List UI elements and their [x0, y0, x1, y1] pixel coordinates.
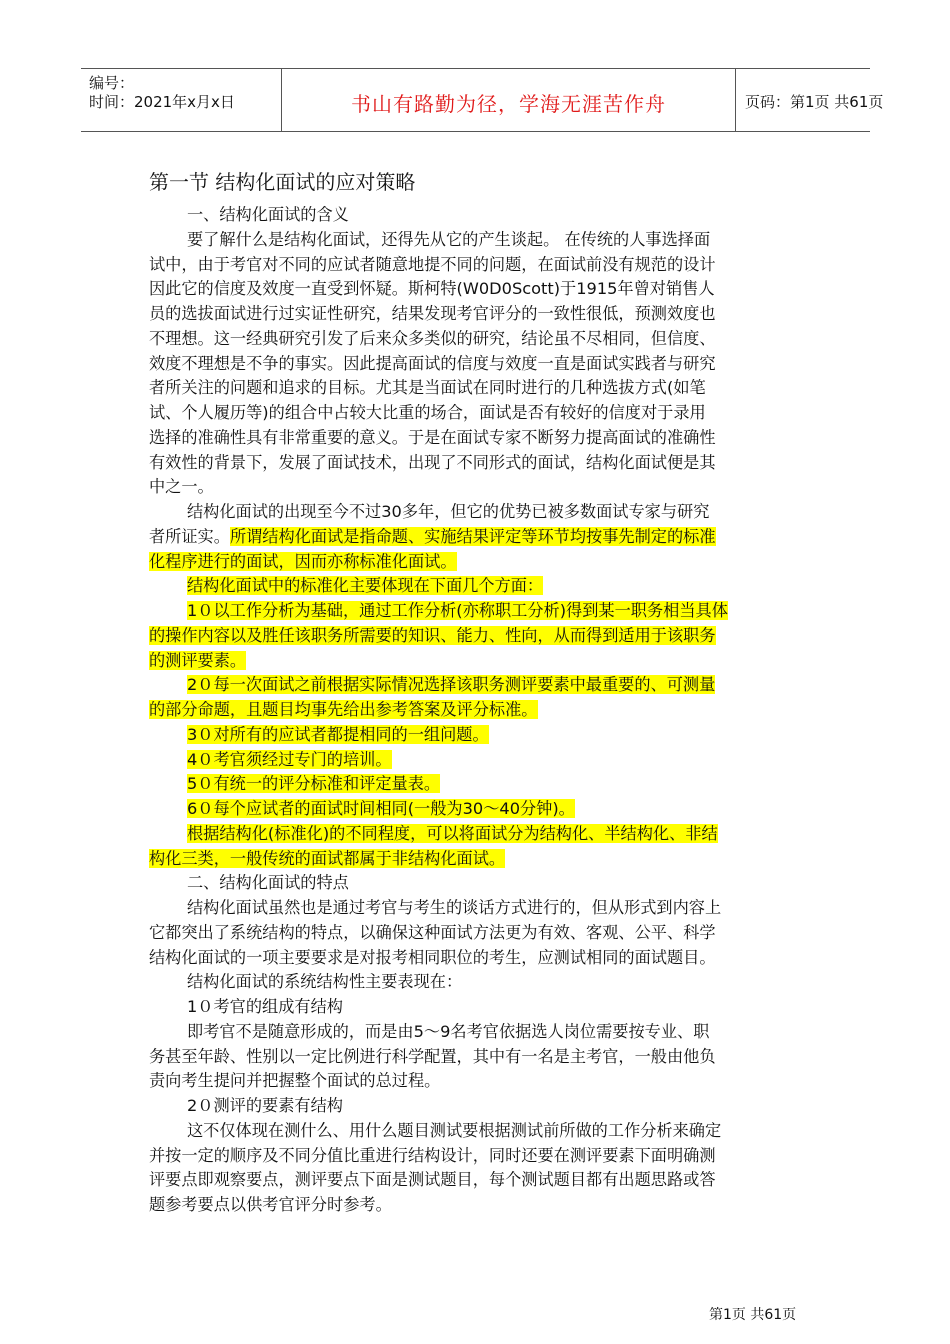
- text-line: [149, 698, 821, 723]
- text-line: [149, 1069, 821, 1094]
- text-line-content: 的测评要素。: [149, 650, 247, 670]
- text-line-content: 选择的准确性具有非常重要的意义。于是在面试专家不断努力提高面试的准确性: [149, 427, 716, 447]
- header-page-label: 页码：第1页 共61页: [745, 93, 884, 111]
- text-line-content: 这不仅体现在测什么、用什么题目测试要根据测试前所做的工作分析来确定: [187, 1120, 722, 1140]
- text-line-content: 中之一。: [149, 477, 214, 497]
- text-line-content: 的操作内容以及胜任该职务所需要的知识、能力、性向，从而得到适用于该职务: [149, 625, 716, 645]
- text-line: [149, 921, 821, 946]
- text-line: [149, 1119, 821, 1144]
- text-line-content: 务甚至年龄、性别以一定比例进行科学配置，其中有一名是主考官，一般由他负: [149, 1046, 716, 1066]
- text-line: [149, 525, 821, 550]
- text-line: [149, 847, 821, 872]
- text-line: [149, 376, 821, 401]
- text-line: [149, 451, 821, 476]
- text-line: [149, 1020, 821, 1045]
- text-line: [149, 574, 821, 599]
- header-motto-cell: [281, 69, 736, 131]
- text-line-content: 4０考官须经过专门的培训。: [187, 749, 392, 769]
- time-label: 时间：2021年x月x日: [89, 93, 235, 111]
- text-line-content: 题参考要点以供考官评分时参考。: [149, 1195, 392, 1214]
- text-line-content: 要了解什么是结构化面试，还得先从它的产生谈起。 在传统的人事选择面: [187, 229, 711, 249]
- text-line-content: 不理想。这一经典研究引发了后来众多类似的研究，结论虽不尽相同，但信度、: [149, 328, 716, 348]
- footer-page-number: 第1页 共61页: [709, 1307, 797, 1323]
- header-right-cell: [735, 69, 884, 131]
- text-line-content: 1０以工作分析为基础，通过工作分析(亦称职工分析)得到某一职务相当具体: [187, 601, 728, 620]
- text-line-content: 的部分命题，且题目均事先给出参考答案及评分标准。: [149, 700, 538, 719]
- text-line-content: 者所关注的问题和追求的目标。尤其是当面试在同时进行的几种选拔方式(如笔: [149, 378, 706, 398]
- text-line-content: 一、结构化面试的含义: [187, 205, 349, 224]
- text-line-content: 2０每一次面试之前根据实际情况选择该职务测评要素中最重要的、可测量: [187, 675, 716, 695]
- header-left-cell: [81, 69, 281, 131]
- text-line: [149, 228, 821, 253]
- text-line-content: 结构化面试的系统结构性主要表现在：: [187, 972, 463, 992]
- text-line: [149, 970, 821, 995]
- text-line: [149, 748, 821, 773]
- text-line: [149, 822, 821, 847]
- text-line: [149, 253, 821, 278]
- section-title: 第一节 结构化面试的应对策略: [149, 170, 416, 194]
- text-line-content: 构化三类，一般传统的面试都属于非结构化面试。: [149, 848, 506, 868]
- text-line-content: 结构化面试的一项主要要求是对报考相同职位的考生，应测试相同的面试题目。: [149, 947, 716, 967]
- text-line: [149, 352, 821, 377]
- text-line: [149, 277, 821, 302]
- text-line-content: 5０有统一的评分标准和评定量表。: [187, 774, 441, 794]
- text-line: [149, 673, 821, 698]
- text-line-content: 责向考生提问并把握整个面试的总过程。: [149, 1071, 441, 1091]
- text-line-content: 2０测评的要素有结构: [187, 1096, 343, 1115]
- text-line: [149, 426, 821, 451]
- text-line-content: 它都突出了系统结构的特点，以确保这种面试方法更为有效、客观、公平、科学: [149, 922, 716, 942]
- text-line: [149, 797, 821, 822]
- text-line-content: 化程序进行的面试，因而亦称标准化面试。: [149, 551, 457, 571]
- text-line: [149, 550, 821, 575]
- text-line: [149, 649, 821, 674]
- text-line: [149, 1045, 821, 1070]
- text-line: [149, 946, 821, 971]
- text-line-content: 3０对所有的应试者都提相同的一组问题。: [187, 724, 489, 744]
- text-line-content: 效度不理想是不争的事实。因此提高面试的信度与效度一直是面试实践者与研究: [149, 353, 716, 373]
- text-line: [149, 1193, 821, 1218]
- text-line: [149, 599, 821, 624]
- text-line: [149, 500, 821, 525]
- text-line-content: 二、结构化面试的特点: [187, 873, 349, 893]
- text-line: [149, 624, 821, 649]
- text-line-content: 1０考官的组成有结构: [187, 997, 343, 1016]
- text-line-content: 结构化面试虽然也是通过考官与考生的谈话方式进行的，但从形式到内容上: [187, 898, 722, 917]
- text-line-content: 结构化面试的出现至今不过30多年，但它的优势已被多数面试专家与研究: [187, 502, 710, 521]
- text-line-content: 员的选拔面试进行过实证性研究，结果发现考官评分的一致性很低，预测效度也: [149, 304, 716, 323]
- text-line-content: 者所证实。: [149, 526, 230, 546]
- text-line-content: 有效性的背景下，发展了面试技术，出现了不同形式的面试，结构化面试便是其: [149, 452, 716, 472]
- body-content: [149, 163, 821, 1218]
- text-line: [149, 995, 821, 1020]
- text-line: [149, 401, 821, 426]
- text-line: [149, 723, 821, 748]
- text-line: [149, 1144, 821, 1169]
- motto-text: 书山有路勤为径，学海无涯苦作舟: [351, 92, 666, 116]
- number-label: 编号：: [89, 74, 135, 92]
- text-line-content: 并按一定的顺序及不同分值比重进行结构设计，同时还要在测评要素下面明确测: [149, 1145, 716, 1165]
- text-line-content: 试中，由于考官对不同的应试者随意地提不同的问题，在面试前没有规范的设计: [149, 254, 716, 274]
- text-line-content: 根据结构化(标准化)的不同程度，可以将面试分为结构化、半结构化、非结: [187, 823, 718, 843]
- highlighted-text: 所谓结构化面试是指命题、实施结果评定等环节均按事先制定的标准: [229, 526, 716, 546]
- text-line: [149, 871, 821, 896]
- body-text: [149, 203, 821, 1218]
- text-line: [149, 1168, 821, 1193]
- text-line: [149, 772, 821, 797]
- header-table: [81, 68, 884, 132]
- text-line: [149, 896, 821, 921]
- text-line: [149, 203, 821, 228]
- text-line-content: 6０每个应试者的面试时间相同(一般为30～40分钟)。: [187, 799, 575, 818]
- text-line: [149, 1094, 821, 1119]
- text-line-content: 即考官不是随意形成的，而是由5～9名考官依据选人岗位需要按专业、职: [187, 1021, 710, 1041]
- text-line-content: 评要点即观察要点，测评要点下面是测试题目，每个测试题目都有出题思路或答: [149, 1170, 716, 1190]
- text-line: [149, 475, 821, 500]
- text-line-content: 因此它的信度及效度一直受到怀疑。斯柯特(W0D0Scott)于1915年曾对销售人: [149, 279, 715, 299]
- text-line-content: 试、个人履历等)的组合中占较大比重的场合，面试是否有较好的信度对于录用: [149, 403, 706, 422]
- text-line: [149, 327, 821, 352]
- text-line-content: 结构化面试中的标准化主要体现在下面几个方面：: [187, 576, 544, 596]
- text-line: [149, 302, 821, 327]
